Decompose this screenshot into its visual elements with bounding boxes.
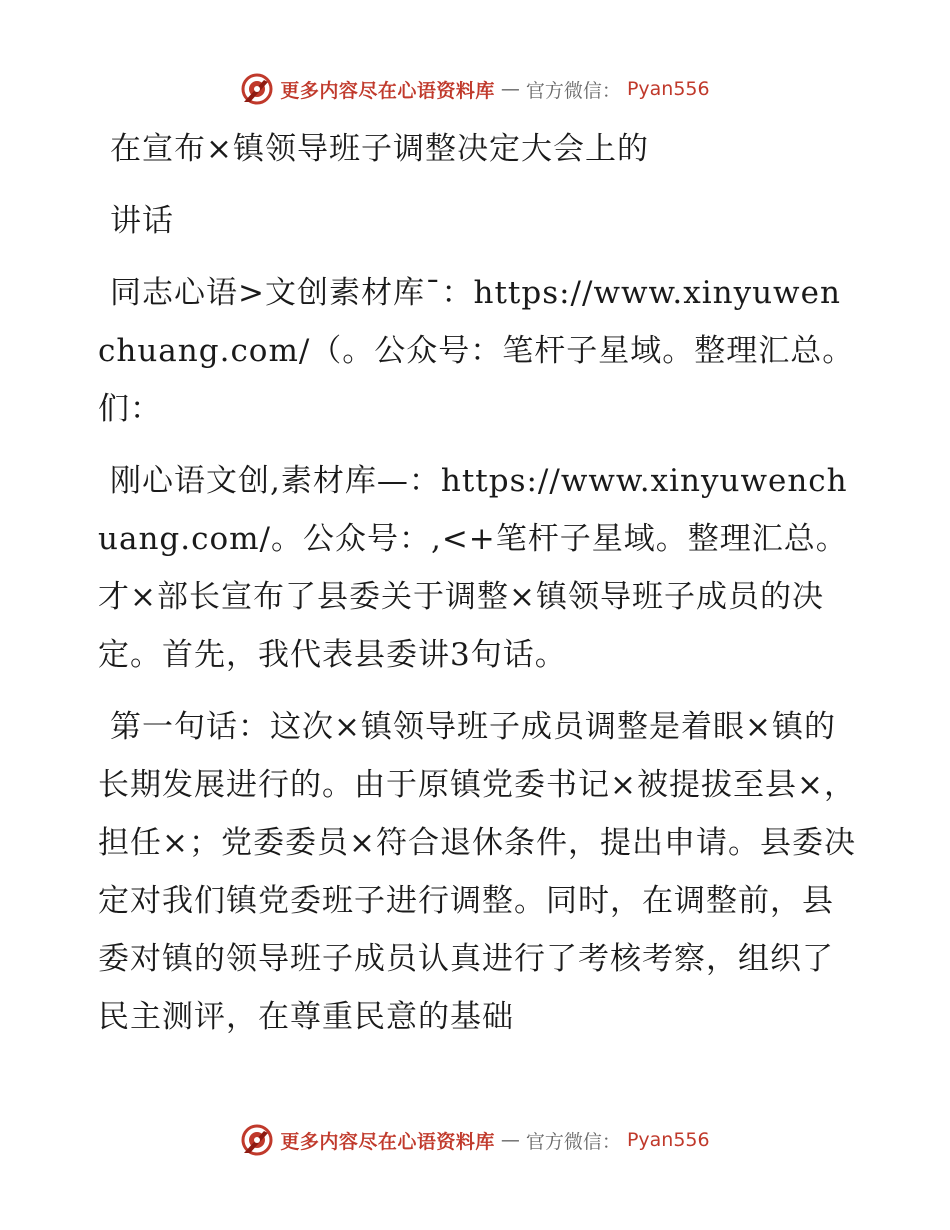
watermark-brand-text: 更多内容尽在心语资料库 xyxy=(280,79,495,102)
header-watermark xyxy=(0,72,950,106)
watermark-separator: — xyxy=(500,1129,520,1151)
watermark-official-id: Pyan556 xyxy=(626,78,710,100)
watermark-brand-text: 更多内容尽在心语资料库 xyxy=(280,1130,495,1153)
watermark-official-id: Pyan556 xyxy=(626,1129,710,1151)
document-title-line-2: 讲话 xyxy=(110,203,174,239)
paragraph-3: 第一句话：这次×镇领导班子成员调整是着眼×镇的长期发展进行的。由于原镇党委书记×被提拔至县×，担任×；党委委员×符合退休条件，提出申请。县委决定对我们镇党委班子进行调整。同时，在调整前，县委对镇的领导班子成员认真进行了考核考察，组织了民主测评，在尊重民意的基础 xyxy=(98,709,856,1035)
document-body xyxy=(98,120,858,1060)
quill-seal-icon xyxy=(240,1123,274,1157)
watermark-separator: — xyxy=(500,78,520,100)
paragraph-1: 同志心语>文创素材库¯：https://www.xinyuwenchuang.com/（。公众号：笔杆子星域。整理汇总。们： xyxy=(98,275,855,427)
footer-watermark xyxy=(0,1123,950,1157)
watermark-official-label: 官方微信： xyxy=(525,1130,621,1153)
paragraph-2: 刚心语文创,素材库—：https://www.xinyuwenchuang.com/。公众号：,<+笔杆子星域。整理汇总。才×部长宣布了县委关于调整×镇领导班子成员的决定。首先，我代表县委讲3句话。 xyxy=(98,463,848,673)
document-title-line-1: 在宣布×镇领导班子调整决定大会上的 xyxy=(110,131,649,167)
quill-seal-icon xyxy=(240,72,274,106)
watermark-official-label: 官方微信： xyxy=(525,79,621,102)
